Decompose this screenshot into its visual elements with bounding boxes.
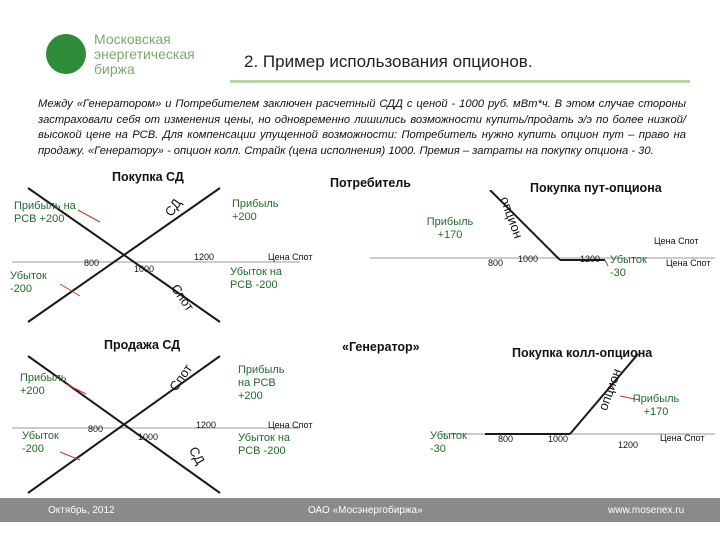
sell-sd-tick-1000: 1000: [138, 432, 159, 442]
buy-call-tick-1000: 1000: [548, 434, 569, 444]
buy-sd-tick-1000: 1000: [134, 264, 155, 274]
footer-date: Октябрь, 2012: [40, 503, 123, 518]
footer-site[interactable]: www.mosenex.ru: [600, 503, 692, 518]
panel-sell-sd-title: Продажа СД: [104, 338, 181, 352]
buy-sd-profit-rsv: Прибыль на РСВ +200: [14, 200, 76, 225]
buy-sd-profit: Прибыль +200: [232, 198, 279, 223]
buy-sd-line2-label: Спот: [168, 281, 198, 314]
buy-put-line-label: опцион: [497, 194, 527, 241]
buy-put-price-spot-2: Цена Спот: [666, 258, 711, 268]
buy-put-price-spot-1: Цена Спот: [654, 236, 699, 246]
footer-company: ОАО «Мосэнергобиржа»: [300, 503, 431, 518]
buy-call-line-label: опцион: [595, 366, 625, 413]
buy-call-tick-1200: 1200: [618, 440, 639, 450]
slide-title: 2. Пример использования опционов.: [244, 52, 533, 71]
buy-put-tick-1200: 1200: [580, 254, 601, 264]
buy-put-loss: Убыток -30: [610, 254, 647, 279]
panel-buy-call-title: Покупка колл-опциона: [512, 346, 653, 360]
buy-sd-tick-800: 800: [84, 258, 100, 268]
logo: [38, 20, 216, 90]
sell-sd-loss-rsv: Убыток на РСВ -200: [238, 432, 291, 457]
buy-put-tick-800: 800: [488, 258, 504, 268]
panel-buy-put-title: Покупка пут-опциона: [530, 181, 662, 195]
logo-icon: [46, 34, 86, 74]
panel-buy-sd-title: Покупка СД: [112, 170, 184, 184]
buy-put-tick-1000: 1000: [518, 254, 539, 264]
pointer: [605, 260, 608, 266]
buy-put-profit: Прибыль +170: [426, 216, 474, 241]
sell-sd-tick-800: 800: [88, 424, 104, 434]
sell-sd-loss: Убыток -200: [22, 430, 59, 455]
intro-paragraph: Между «Генератором» и Потребителем заключен расчетный СДД с ценой - 1000 руб. мВт*ч. В этом случае стороны застраховали себя от изменения цены, но одновременно лишились возможности купить/продать э/э по более низкой/высокой цене на РСВ. Для компенсации упущенной возможности: Потребитель нужно купить опцион пут – право на продажу. «Генератору» - опцион колл. Страйк (цена исполнения) 1000. Премия – затраты на покупку опциона - 30.: [38, 98, 686, 157]
buy-sd-tick-1200: 1200: [194, 252, 215, 262]
buy-call-loss: Убыток -30: [430, 430, 467, 455]
sell-sd-profit: Прибыль +200: [20, 372, 67, 397]
buy-sd-loss-rsv: Убыток на РСВ -200: [230, 266, 283, 291]
section-consumer: Потребитель: [330, 176, 411, 190]
sell-sd-line1-label: Спот: [166, 361, 196, 394]
section-generator: «Генератор»: [342, 340, 420, 354]
sell-sd-tick-1200: 1200: [196, 420, 217, 430]
buy-call-profit: Прибыль +170: [632, 393, 680, 418]
buy-call-tick-800: 800: [498, 434, 514, 444]
sell-sd-price-spot: Цена Спот: [268, 420, 313, 430]
sell-sd-line2-label: СД: [185, 443, 208, 468]
buy-call-price-spot: Цена Спот: [660, 433, 705, 443]
buy-sd-line1-label: СД: [161, 195, 185, 220]
sell-sd-profit-rsv: Прибыль на РСВ +200: [238, 364, 285, 402]
buy-sd-price-spot: Цена Спот: [268, 252, 313, 262]
logo-text: Московская энергетическая биржа: [94, 31, 195, 77]
pointer: [78, 210, 100, 222]
title-divider: [230, 80, 690, 83]
buy-sd-loss: Убыток -200: [10, 270, 47, 295]
